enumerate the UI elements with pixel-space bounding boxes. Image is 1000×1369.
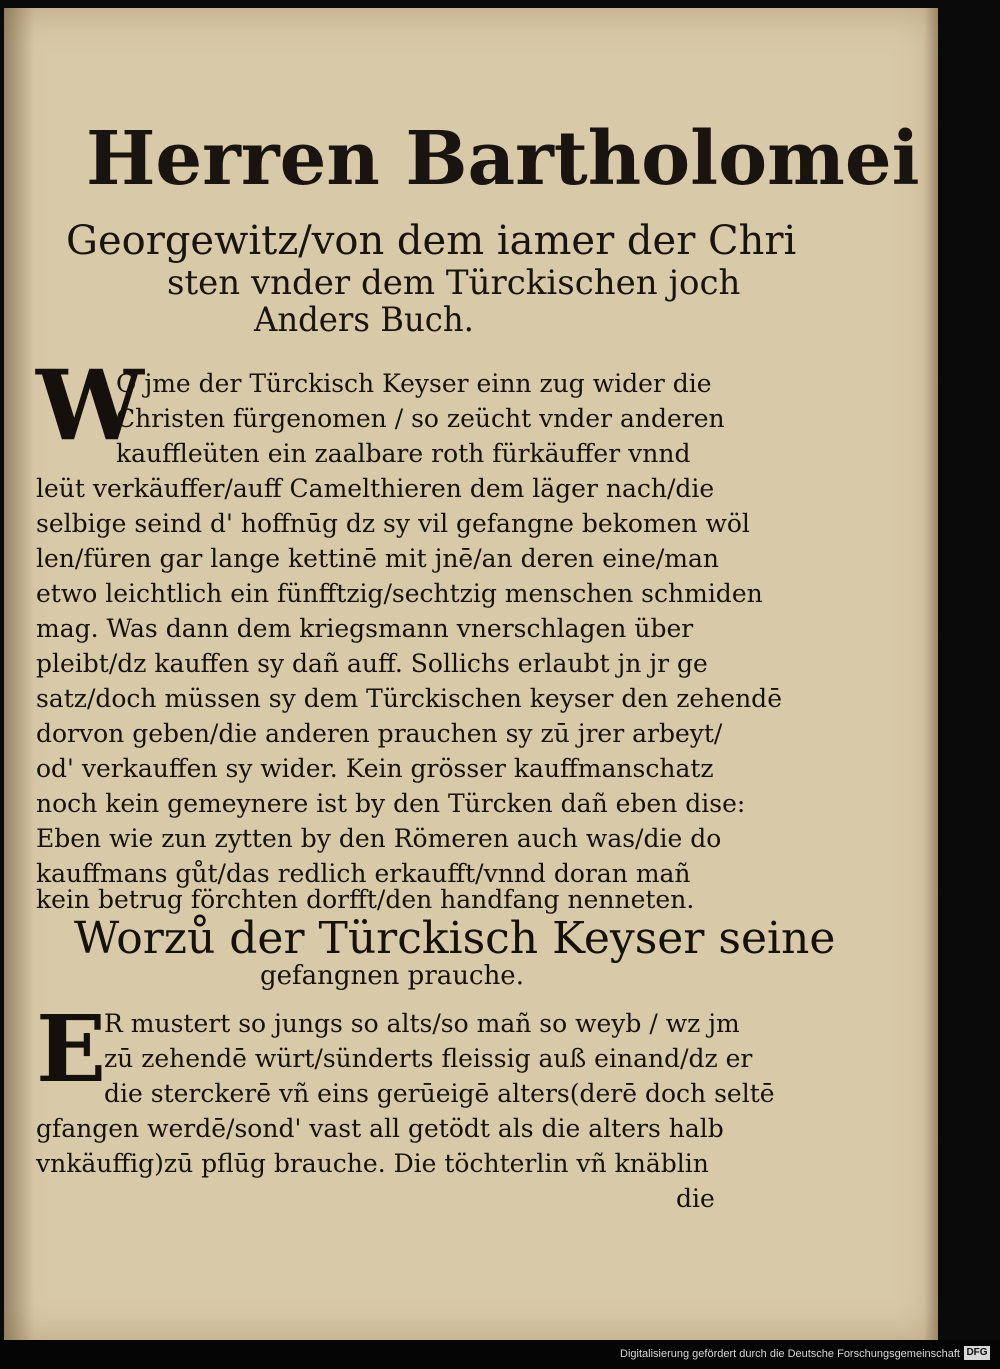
title-line-3: sten vnder dem Türckischen joch <box>167 263 741 303</box>
text-line: vnkäuffig)zū pflūg brauche. Die töchterlin vñ knäblin <box>36 1149 709 1178</box>
text-line: zū zehendē würt/sünderts fleissig auß einand/dz er <box>104 1044 753 1073</box>
text-line: kauffleüten ein zaalbare roth fürkäuffer vnnd <box>116 439 691 468</box>
drop-cap-initial: W <box>36 349 144 462</box>
text-line: selbige seind d' hoffnūg dz sy vil gefangne bekomen wöl <box>36 509 750 538</box>
page-edge-shadow <box>924 8 938 1340</box>
drop-cap-initial: E <box>36 995 107 1103</box>
text-line: gfangen werdē/sond' vast all getödt als die alters halb <box>36 1114 724 1143</box>
title-line-2: Georgewitz/von dem iamer der Chri <box>66 218 797 264</box>
funding-credit: Digitalisierung gefördert durch die Deutsche Forschungsgemeinschaft <box>620 1348 960 1360</box>
book-page <box>4 8 938 1340</box>
text-line: O jme der Türckisch Keyser einn zug wider die <box>116 369 712 398</box>
text-line: R mustert so jungs so alts/so mañ so weyb / wz jm <box>104 1009 740 1038</box>
text-line: pleibt/dz kauffen sy dañ auff. Sollichs erlaubt jn jr ge <box>36 649 708 678</box>
text-line: leüt verkäuffer/auff Camelthieren dem läger nach/die <box>36 474 715 503</box>
text-line: Christen fürgenomen / so zeücht vnder anderen <box>116 404 725 433</box>
text-line: dorvon geben/die anderen prauchen sy zū jrer arbeyt/ <box>36 719 723 748</box>
title-line-1: Herren Bartholomei <box>86 116 920 202</box>
title-line-4: Anders Buch. <box>254 300 474 340</box>
subheading-line-1: Worzů der Türckisch Keyser seine <box>74 913 836 964</box>
text-line: noch kein gemeynere ist by den Türcken dañ eben dise: <box>36 789 746 818</box>
text-line: etwo leichtlich ein fünfftzig/sechtzig menschen schmiden <box>36 579 763 608</box>
subheading-line-2: gefangnen prauche. <box>260 961 524 991</box>
text-line: satz/doch müssen sy dem Türckischen keyser den zehendē <box>36 684 782 713</box>
text-line: od' verkauffen sy wider. Kein grösser kauffmanschatz <box>36 754 714 783</box>
text-line: kein betrug förchten dorfft/den handfang nenneten. <box>36 885 695 914</box>
text-line: len/füren gar lange kettinē mit jnē/an deren eine/man <box>36 544 720 573</box>
footer-bar <box>0 1340 1000 1369</box>
text-line: Eben wie zun zytten by den Römeren auch was/die do <box>36 824 722 853</box>
text-line: die sterckerē vñ eins gerūeigē alters(derē doch seltē <box>104 1079 775 1108</box>
page-gutter-shadow <box>4 8 34 1340</box>
text-line: kauffmans gůt/das redlich erkaufft/vnnd doran mañ <box>36 859 691 888</box>
text-line: mag. Was dann dem kriegsmann vnerschlagen über <box>36 614 694 643</box>
dfg-logo: DFG <box>964 1346 990 1360</box>
catchword: die <box>676 1184 715 1213</box>
